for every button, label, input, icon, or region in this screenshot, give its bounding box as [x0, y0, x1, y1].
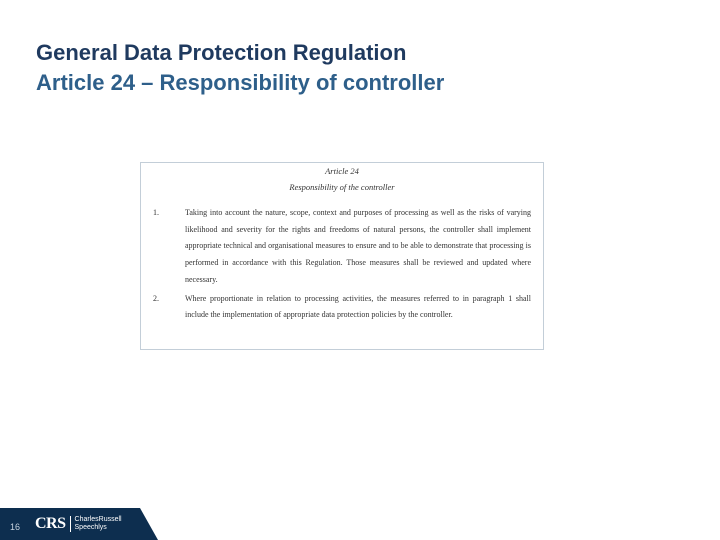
company-logo: [35, 514, 122, 534]
logo-line-2: Speechlys: [74, 524, 107, 531]
excerpt-item-text: Where proportionate in relation to processing activities, the measures referred to in paragraph 1 shall include the implementation of appropriate data protection policies by the controller.: [185, 293, 531, 320]
logo-mark: CRS: [35, 515, 66, 532]
excerpt-item-number: 1.: [153, 208, 159, 217]
excerpt-list: [141, 205, 543, 324]
slide-title: General Data Protection Regulation: [36, 40, 407, 65]
logo-wordmark: [75, 516, 122, 532]
regulation-excerpt: [140, 162, 544, 350]
excerpt-subheading: Responsibility of the controller: [289, 182, 395, 192]
excerpt-item-number: 2.: [153, 293, 159, 303]
excerpt-item-text: Taking into account the nature, scope, context and purposes of processing as well as the risks of varying likelihood and severity for the rights and freedoms of natural persons, the controller shall implement appropriate technical and organisational measures to ensure and to be able to demonstrate that processing is performed in accordance with this Regulation. Those measures shall be reviewed and updated where necessary.: [185, 208, 531, 284]
logo-divider: [70, 516, 71, 532]
excerpt-item-1: [141, 205, 543, 289]
excerpt-item-2: [141, 291, 543, 324]
excerpt-heading: Article 24: [325, 166, 359, 176]
slide-title-block: [36, 38, 444, 98]
page-number: 16: [10, 522, 21, 532]
logo-line-1: CharlesRussell: [74, 516, 122, 523]
slide-subtitle: Article 24 – Responsibility of controller: [36, 70, 445, 95]
